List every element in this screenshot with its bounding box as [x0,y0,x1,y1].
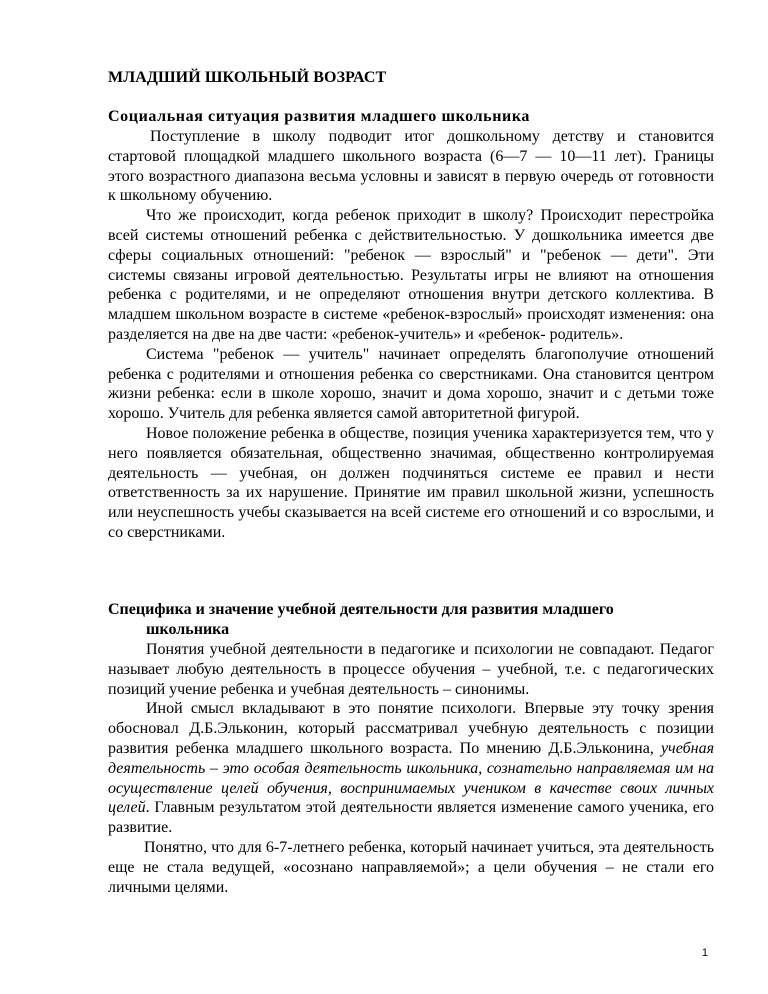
section-social-situation [108,107,714,543]
section-heading: Социальная ситуация развития младшего школьника [108,108,531,125]
document-title: МЛАДШИЙ ШКОЛЬНЫЙ ВОЗРАСТ [108,69,387,86]
paragraph-text: . Главным результатом этой деятельности является изменение самого ученика, его развитие. [108,799,714,837]
paragraph: Поступление в школу подводит итог дошкольному детству и становится стартовой площадкой младшего школьного возраста (6—7 — 10—11 лет). Границы этого возрастного диапазона весьма условны и зависят в первую очередь от готовности к школьному обучению. [108,128,714,205]
paragraph: Система "ребенок — учитель" начинает определять благополучие отношений ребенка с родителями и отношения ребенка со сверстниками. Она становится центром жизни ребенка: если в школе хорошо, значит и дома хорошо, значит и с детьми тоже хорошо. Учитель для ребенка является самой авторитетной фигурой. [108,345,714,423]
paragraph: Понятно, что для 6-7-летнего ребенка, который начинает учиться, эта деятельность еще не стала ведущей, «осознано направляемой»; а цели обучения – не стали его личными целями. [108,838,714,896]
section-heading-line1: Специфика и значение учебной деятельности для развития младшего [108,601,614,618]
paragraph: Что же происходит, когда ребенок приходит в школу? Происходит перестройка всей системы отношений ребенка с действительностью. У дошкольника имеется две сферы социальных отношений: "ребенок — взрослый" и "ребенок — дети". Эти системы связаны игровой деятельностью. Результаты игры не влияют на отношения ребенка с родителями, и не определяют отношения внутри детского коллектива. В младшем школьном возрасте в системе «ребенок-взрослый» происходят изменения: она разделяется на две на две части: «ребенок-учитель» и «ребенок- родитель». [108,207,714,343]
section-heading [108,600,714,640]
section-learning-activity [108,600,714,897]
paragraph [108,699,714,838]
paragraph: Понятия учебной деятельности в педагогике и психологии не совпадают. Педагог называет любую деятельность в процессе обучения – учебной, т.е. с педагогических позиций учение ребенка и учебная деятельность – синонимы. [108,641,714,698]
paragraph: Новое положение ребенка в обществе, позиция ученика характеризуется тем, что у него появляется обязательная, общественно значимая, общественно контролируемая деятельность — учебная, он должен подчиняться системе ее правил и нести ответственность за их нарушение. Принятие им правил школьной жизни, успешность или неуспешность учебы сказывается на всей системе его отношений и со взрослыми, и со сверстниками. [108,424,714,541]
section-heading-line2: школьника [146,621,230,638]
definition-italic: учебная деятельность – это особая деятельность школьника, сознательно направляемая им на осуществление целей обучения, воспринимаемых учеником в качестве своих личных целей [108,739,714,817]
paragraph-text: Иной смысл вкладывают в это понятие психологи. Впервые эту точку зрения обосновал Д.Б.Эльконин, который рассматривал учебную деятельность с позиции развития ребенка младшего школьного возраста. По мнению Д.Б.Эльконина, [108,700,714,757]
page-number: 1 [701,947,708,959]
